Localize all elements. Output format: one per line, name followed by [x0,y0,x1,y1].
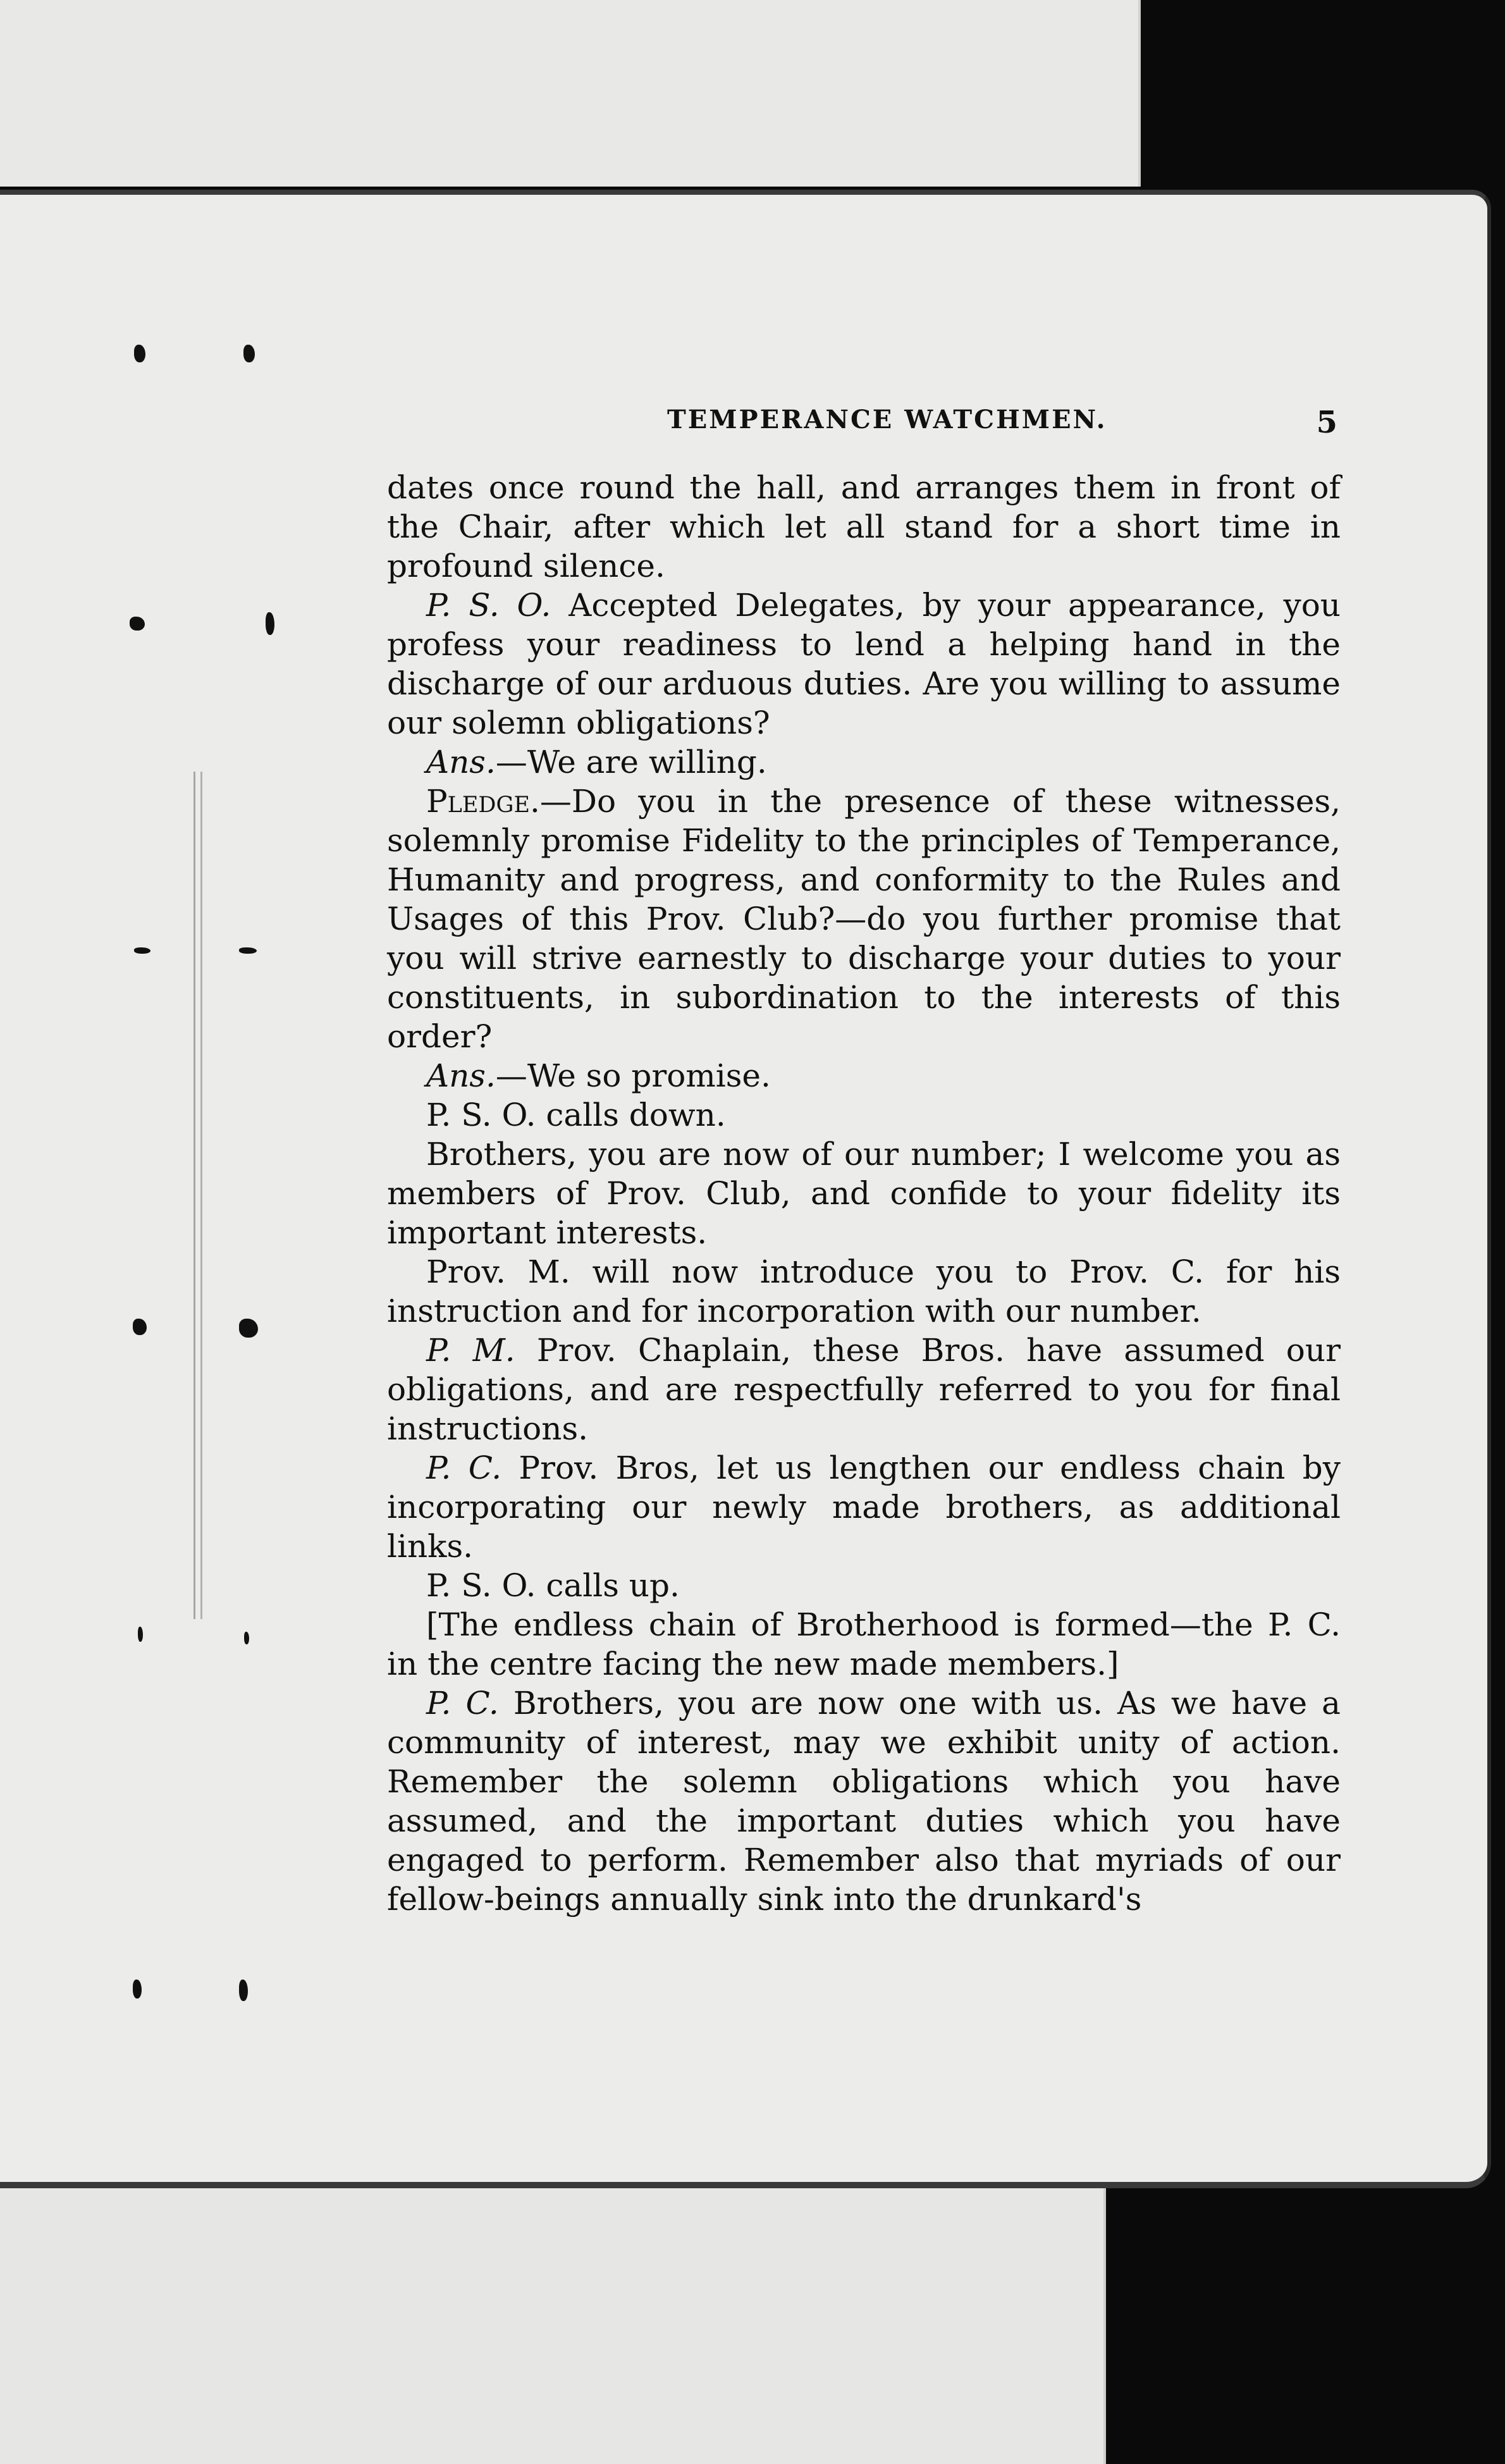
running-head [667,405,1337,440]
paragraph-text: [The endless chain of Brotherhood is formed—the P. C. in the centre facing the new made members.] [387,1606,1341,1682]
paragraph [387,1252,1341,1331]
page-number: 5 [1316,405,1337,440]
paragraph [387,1331,1341,1448]
paragraph [387,1448,1341,1566]
paragraph-text: —We are willing. [495,744,767,780]
paragraph [387,1566,1341,1605]
binding-mark [244,1632,249,1644]
paragraph-text: P. S. O. calls down. [426,1097,726,1133]
paragraph [387,1605,1341,1684]
speaker-label: P. C. [426,1450,502,1486]
running-head-title: TEMPERANCE WATCHMEN. [667,405,1107,434]
paragraph [387,1095,1341,1135]
paragraph-text: Prov. Bros, let us lengthen our endless chain by incorporating our newly made brothers, as additional links. [387,1450,1341,1565]
pledge-label: Pledge. [426,783,540,820]
paragraph-text: Brothers, you are now of our number; I welcome you as members of Prov. Club, and confide to your fidelity its important interests. [387,1136,1341,1251]
speaker-label: P. M. [426,1332,515,1369]
paragraph [387,1135,1341,1252]
paragraph [387,1684,1341,1919]
binding-mark [138,1627,143,1642]
binding-mark [243,345,255,362]
speaker-label: Ans. [426,744,496,780]
paragraph [387,742,1341,782]
body-text [387,468,1341,1919]
paragraph-text: P. S. O. calls up. [426,1567,680,1604]
speaker-label: P. S. O. [426,587,551,624]
speaker-label: P. C. [426,1685,499,1722]
paragraph-text: —Do you in the presence of these witnesses, solemnly promise Fidelity to the principles of Temperance, Humanity and progress, and conformity to the Rules and Usages of this Prov. Club?—do you further promise that you will strive earnestly to discharge your duties to your constituents, in subordination to the interests of this order? [387,783,1341,1055]
binding-mark [134,947,150,954]
paragraph [387,586,1341,742]
speaker-label: Ans. [426,1057,496,1094]
paragraph-text: Prov. M. will now introduce you to Prov. C. for his instruction and for incorporation with our number. [387,1254,1341,1329]
paragraph-text: Accepted Delegates, by your appearance, you profess your readiness to lend a helping hand in the discharge of our arduous duties. Are you willing to assume our solemn obligations? [387,587,1341,741]
binding-gutter [194,772,202,1619]
paragraph [387,468,1341,586]
paragraph-text: Prov. Chaplain, these Bros. have assumed our obligations, and are respectfully referred to you for final instructions. [387,1332,1341,1447]
paragraph-text: —We so promise. [495,1057,771,1094]
paragraph-text: dates once round the hall, and arranges them in front of the Chair, after which let all stand for a short time in profound silence. [387,469,1341,584]
binding-mark [266,612,274,635]
binding-mark [133,1319,147,1335]
back-sheet-bottom [0,2182,1106,2464]
paragraph [387,782,1341,1056]
paragraph [387,1056,1341,1095]
binding-mark [134,345,145,362]
binding-mark [239,1980,248,2001]
binding-mark [133,1980,142,1999]
binding-mark [239,1319,258,1338]
back-sheet-top [0,0,1141,187]
binding-mark [130,617,145,631]
paragraph-text: Brothers, you are now one with us. As we have a community of interest, may we exhibit unity of action. Remember the solemn obligations which you have assumed, and the important duties which you have engaged to perform. Remember also that myriads of our fellow-beings annually sink into the drunkard's [387,1685,1341,1918]
binding-mark [239,947,257,954]
